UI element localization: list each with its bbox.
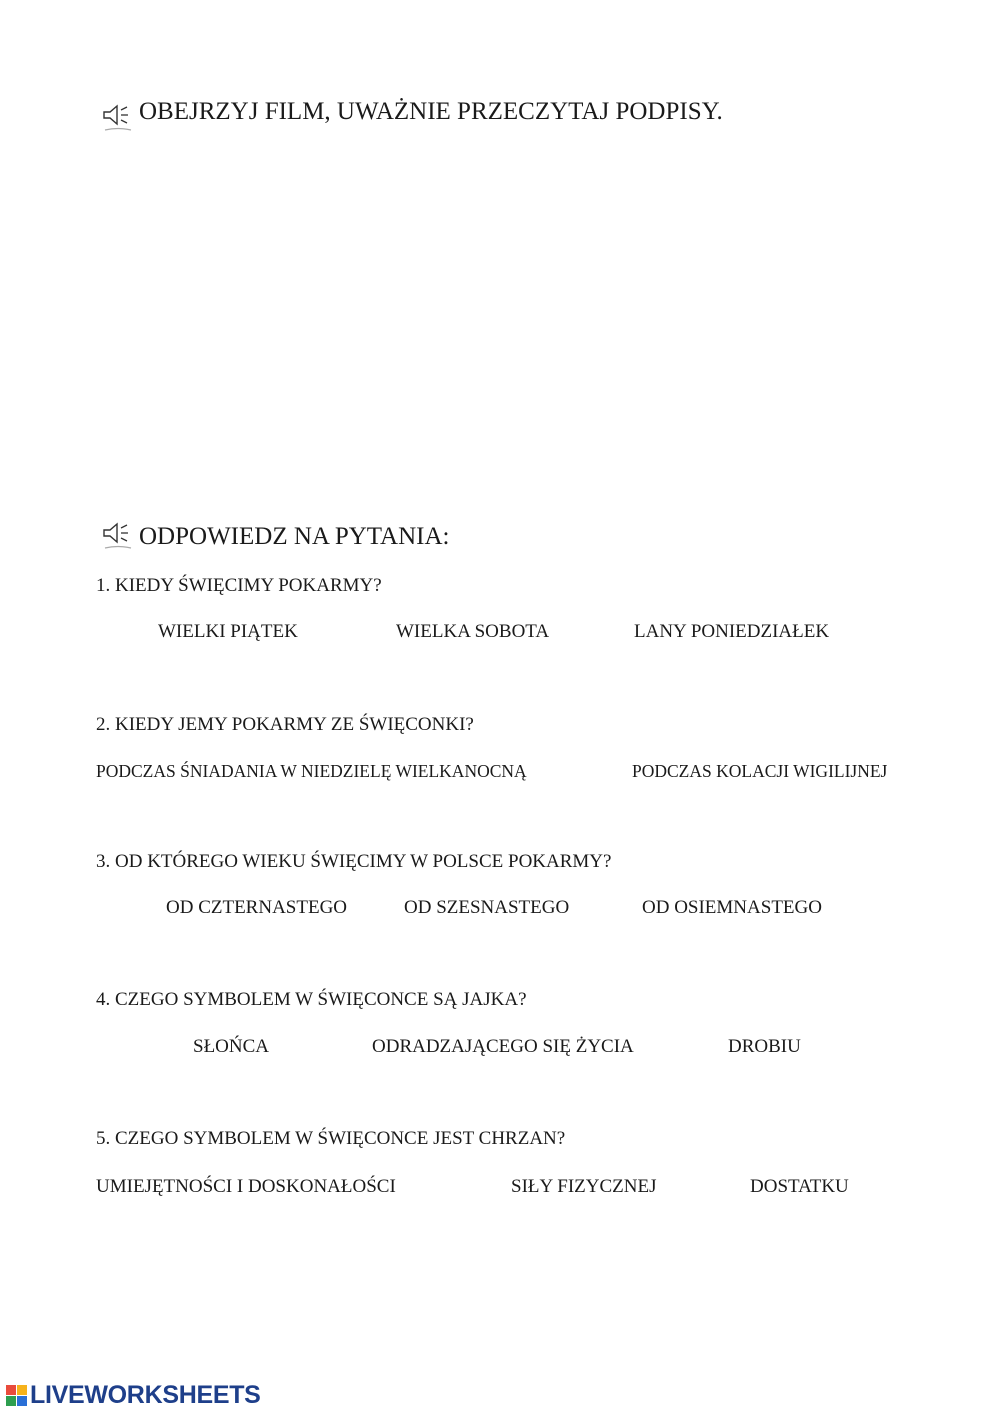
question-2-text: 2. KIEDY JEMY POKARMY ZE ŚWIĘCONKI? xyxy=(96,714,474,735)
logo-text: LIVEWORKSHEETS xyxy=(30,1380,261,1409)
question-1-text: 1. KIEDY ŚWIĘCIMY POKARMY? xyxy=(96,575,382,596)
answer-option[interactable]: OD OSIEMNASTEGO xyxy=(642,897,822,918)
speaker-icon[interactable] xyxy=(101,518,135,552)
answer-option[interactable]: PODCZAS ŚNIADANIA W NIEDZIELĘ WIELKANOCNĄ xyxy=(96,761,527,781)
answer-option[interactable]: WIELKA SOBOTA xyxy=(396,621,550,642)
answer-option[interactable]: DROBIU xyxy=(728,1036,801,1057)
watch-film-heading: OBEJRZYJ FILM, UWAŻNIE PRZECZYTAJ PODPISY. xyxy=(139,98,723,125)
answer-option[interactable]: WIELKI PIĄTEK xyxy=(158,621,298,642)
answer-option[interactable]: DOSTATKU xyxy=(750,1176,849,1197)
answer-option[interactable]: OD SZESNASTEGO xyxy=(404,897,570,918)
question-5-text: 5. CZEGO SYMBOLEM W ŚWIĘCONCE JEST CHRZAN? xyxy=(96,1128,566,1149)
answer-option[interactable]: UMIEJĘTNOŚCI I DOSKONAŁOŚCI xyxy=(96,1176,396,1197)
liveworksheets-logo[interactable] xyxy=(6,1380,261,1410)
answer-option[interactable]: SŁOŃCA xyxy=(193,1036,270,1057)
question-3-text: 3. OD KTÓREGO WIEKU ŚWIĘCIMY W POLSCE POKARMY? xyxy=(96,851,612,872)
answer-questions-heading: ODPOWIEDZ NA PYTANIA: xyxy=(139,523,450,550)
speaker-icon[interactable] xyxy=(101,100,135,134)
answer-option[interactable]: LANY PONIEDZIAŁEK xyxy=(634,621,830,642)
answer-option[interactable]: ODRADZAJĄCEGO SIĘ ŻYCIA xyxy=(372,1036,634,1057)
answer-option[interactable]: PODCZAS KOLACJI WIGILIJNEJ xyxy=(632,761,888,781)
question-4-text: 4. CZEGO SYMBOLEM W ŚWIĘCONCE SĄ JAJKA? xyxy=(96,989,527,1010)
logo-grid-icon xyxy=(6,1385,27,1406)
answer-option[interactable]: SIŁY FIZYCZNEJ xyxy=(511,1176,657,1197)
answer-option[interactable]: OD CZTERNASTEGO xyxy=(166,897,348,918)
video-area[interactable] xyxy=(96,150,896,480)
